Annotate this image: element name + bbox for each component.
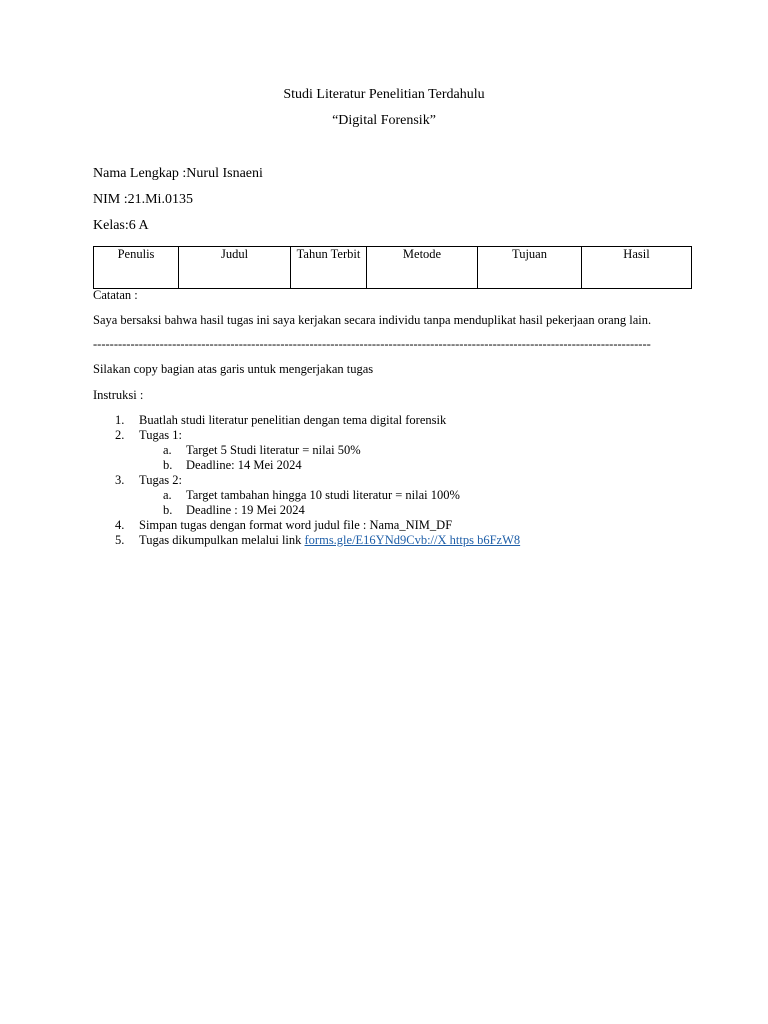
instructions-label: Instruksi : (93, 388, 144, 402)
list-text: Tugas 1: (139, 428, 182, 442)
list-number: 4. (115, 518, 125, 532)
list-letter: b. (163, 503, 173, 517)
dashed-divider: -------------------------------------------------------------------------------------------------------------------------------------- (93, 337, 651, 351)
list-text: Target tambahan hingga 10 studi literatur = nilai 100% (186, 488, 460, 502)
document-title: Studi Literatur Penelitian Terdahulu (283, 87, 485, 102)
notes-label: Catatan : (93, 288, 138, 302)
list-text: Deadline: 14 Mei 2024 (186, 458, 302, 472)
submission-link[interactable]: forms.gle/E16YNd9Cvb://X https b6FzW8 (304, 533, 521, 547)
list-number: 5. (115, 533, 125, 547)
list-number: 3. (115, 473, 125, 487)
student-name: Nama Lengkap :Nurul Isnaeni (93, 166, 263, 181)
document-subtitle: “Digital Forensik” (332, 113, 436, 128)
literature-table (93, 246, 692, 289)
list-letter: a. (163, 488, 172, 502)
list-text: Simpan tugas dengan format word judul file : Nama_NIM_DF (139, 518, 453, 532)
header-hasil: Hasil (582, 247, 692, 289)
student-nim: NIM :21.Mi.0135 (93, 192, 193, 207)
integrity-statement: Saya bersaksi bahwa hasil tugas ini saya kerjakan secara individu tanpa menduplikat hasil pekerjaan orang lain. (93, 313, 652, 327)
copy-instruction: Silakan copy bagian atas garis untuk mengerjakan tugas (93, 362, 374, 376)
list-letter: b. (163, 458, 173, 472)
header-metode: Metode (367, 247, 478, 289)
list-text: Buatlah studi literatur penelitian dengan tema digital forensik (139, 413, 447, 427)
link-prefix-text: Tugas dikumpulkan melalui link (139, 533, 305, 547)
header-penulis: Penulis (94, 247, 179, 289)
list-text (139, 533, 520, 548)
list-number: 1. (115, 413, 125, 427)
header-judul: Judul (179, 247, 291, 289)
list-text: Target 5 Studi literatur = nilai 50% (186, 443, 361, 457)
list-number: 2. (115, 428, 125, 442)
header-tahun-terbit: Tahun Terbit (291, 247, 367, 289)
student-class: Kelas:6 A (93, 218, 149, 233)
list-text: Tugas 2: (139, 473, 182, 487)
list-text: Deadline : 19 Mei 2024 (186, 503, 305, 517)
header-tujuan: Tujuan (478, 247, 582, 289)
list-letter: a. (163, 443, 172, 457)
table-header-row (94, 247, 692, 289)
